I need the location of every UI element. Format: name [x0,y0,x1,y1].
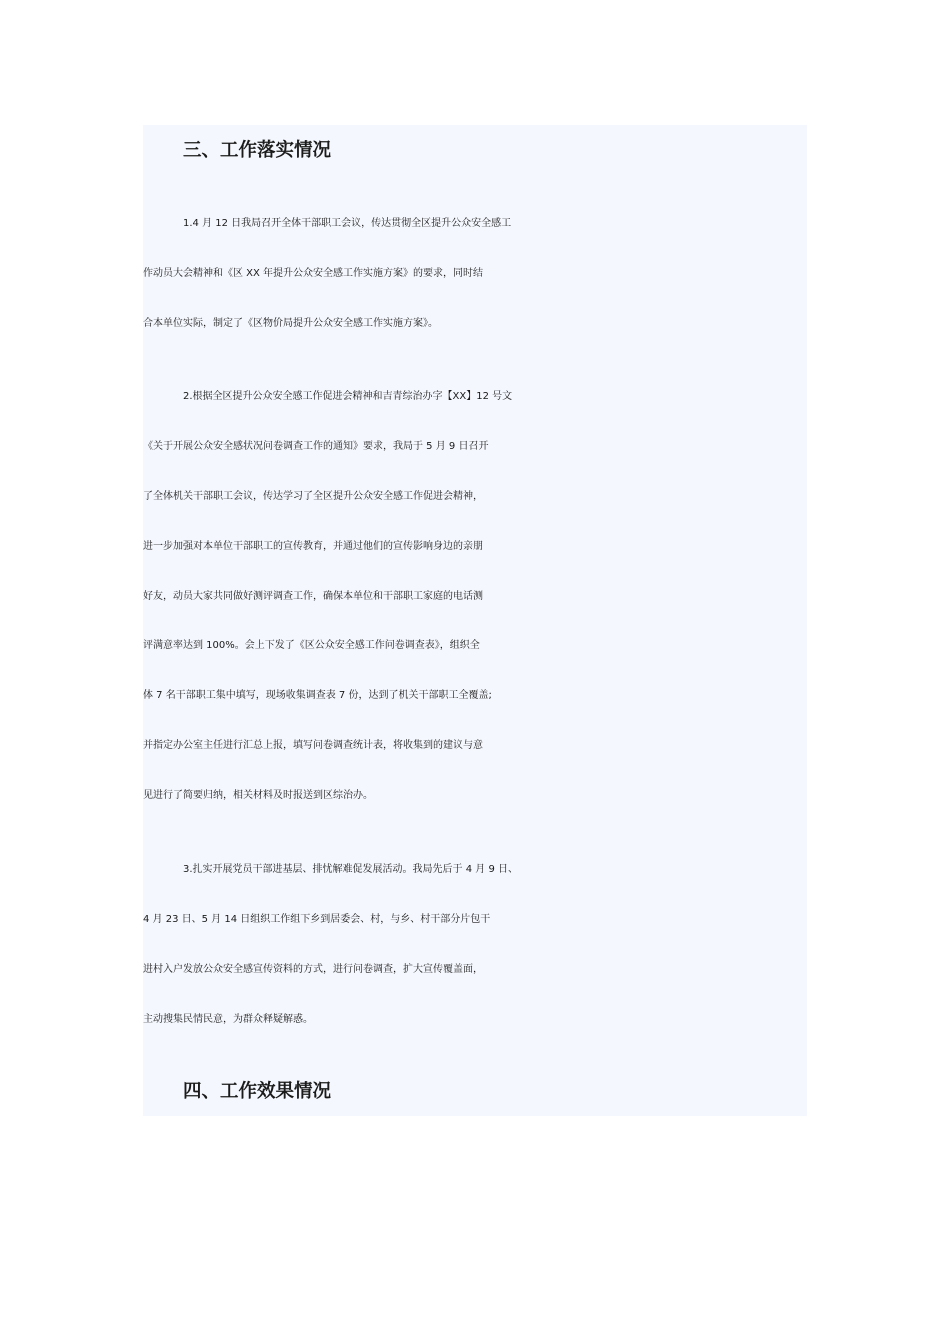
section-heading-4: 四、工作效果情况 [183,1081,332,1102]
para1-line-2: 作动员大会精神和《区 XX 年提升公众安全感工作实施方案》的要求，同时结 [143,268,484,279]
para1-line-3: 合本单位实际，制定了《区物价局提升公众安全感工作实施方案》。 [143,318,438,329]
para2-line-4: 进一步加强对本单位干部职工的宣传教育，并通过他们的宣传影响身边的亲朋 [143,541,483,552]
para3-line-1: 3.扎实开展党员干部进基层、排忧解难促发展活动。我局先后于 4 月 9 日、 [183,864,518,875]
para3-line-4: 主动搜集民情民意，为群众释疑解惑。 [143,1014,313,1025]
text-block [143,125,807,1116]
para3-line-3: 进村入户发放公众安全感宣传资料的方式，进行问卷调查，扩大宣传覆盖面， [143,964,483,975]
para2-line-2: 《关于开展公众安全感状况问卷调查工作的通知》要求，我局于 5 月 9 日召开 [143,441,489,452]
para2-line-1: 2.根据全区提升公众安全感工作促进会精神和吉青综治办字【XX】12 号文 [183,391,513,402]
para2-line-6: 评满意率达到 100%。会上下发了《区公众安全感工作问卷调查表》，组织全 [143,640,480,651]
para2-line-5: 好友，动员大家共同做好测评调查工作，确保本单位和干部职工家庭的电话测 [143,591,483,602]
para2-line-9: 见进行了简要归纳，相关材料及时报送到区综治办。 [143,790,373,801]
para2-line-7: 体 7 名干部职工集中填写，现场收集调查表 7 份，达到了机关干部职工全覆盖; [143,690,492,701]
section-heading-3: 三、工作落实情况 [183,140,332,161]
para2-line-3: 了全体机关干部职工会议，传达学习了全区提升公众安全感工作促进会精神， [143,491,483,502]
para2-line-8: 并指定办公室主任进行汇总上报，填写问卷调查统计表，将收集到的建议与意 [143,740,483,751]
para3-line-2: 4 月 23 日、5 月 14 日组织工作组下乡到居委会、村，与乡、村干部分片包干 [143,914,491,925]
para1-line-1: 1.4 月 12 日我局召开全体干部职工会议，传达贯彻全区提升公众安全感工 [183,218,512,229]
